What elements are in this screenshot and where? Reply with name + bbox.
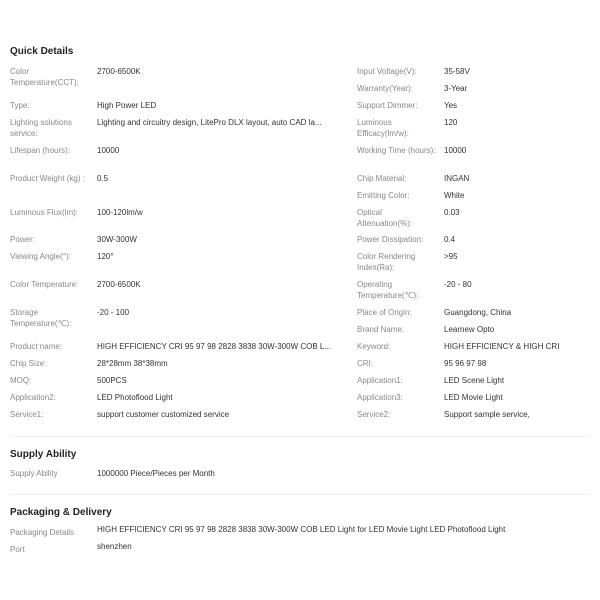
spec-value: 10000	[444, 146, 467, 155]
quick-details-title: Quick Details	[10, 46, 74, 57]
spec-value: 2700-6500K	[97, 280, 141, 289]
spec-label: Keyword:	[357, 342, 391, 351]
spec-value: -20 - 100	[97, 308, 130, 317]
spec-label: CRI:	[357, 359, 373, 368]
spec-value: 0.03	[444, 208, 460, 217]
spec-label: Support Dimmer:	[357, 101, 418, 110]
spec-value: >95	[444, 252, 458, 261]
spec-value: Learnew Opto	[444, 325, 495, 334]
spec-label: Viewing Angle(°):	[10, 252, 71, 261]
spec-label: Application1:	[357, 376, 403, 385]
spec-label: Type:	[10, 101, 30, 110]
spec-label: Chip Size:	[10, 359, 47, 368]
spec-value: White	[444, 191, 465, 200]
spec-label: Power:	[10, 235, 35, 244]
spec-value: 100-120lm/w	[97, 208, 143, 217]
spec-value: Lighting and circuitry design, LitePro DLX layout, auto CAD la...	[97, 118, 322, 127]
spec-value: Guangdong, China	[444, 308, 512, 317]
spec-value: HIGH EFFICIENCY & HIGH CRI	[444, 342, 560, 351]
spec-label: Warranty(Year):	[357, 84, 413, 93]
spec-value: 35-58V	[444, 67, 470, 76]
spec-label: Application2:	[10, 393, 56, 402]
spec-value: LED Scene Light	[444, 376, 505, 385]
spec-label: Chip Material:	[357, 174, 407, 183]
spec-value: LED Photoflood Light	[97, 393, 173, 402]
spec-value: 30W-300W	[97, 235, 137, 244]
spec-label: Working Time (hours):	[357, 146, 436, 155]
spec-label: Optical Attenuation(%):	[357, 208, 413, 228]
spec-value: 95 96 97 98	[444, 359, 487, 368]
spec-label: Operating Temperature(℃):	[357, 280, 419, 300]
spec-value: 120	[444, 118, 458, 127]
spec-label: Application3:	[357, 393, 403, 402]
spec-value: HIGH EFFICIENCY CRI 95 97 98 2828 3838 30W-300W COB L...	[97, 342, 332, 351]
spec-value: LED Movie Light	[444, 393, 503, 402]
spec-label: Emitting Color:	[357, 191, 410, 200]
spec-label: Color Temperature:	[10, 280, 79, 289]
port-value: shenzhen	[97, 542, 132, 551]
packaging-details-value: HIGH EFFICIENCY CRI 95 97 98 2828 3838 30W-300W COB LED Light for LED Movie Light LED Photoflood Light	[97, 525, 506, 534]
spec-label: Product name:	[10, 342, 63, 351]
spec-value: support customer customized service	[97, 410, 230, 419]
spec-label: Place of Origin:	[357, 308, 412, 317]
spec-label: Lighting solutions service:	[10, 118, 72, 138]
spec-label: Input Voltage(V):	[357, 67, 417, 76]
spec-value: Support sample service,	[444, 410, 530, 419]
spec-label: Color Temperature(CCT):	[10, 67, 79, 87]
spec-label: MOQ:	[10, 376, 32, 385]
port-label: Port	[10, 545, 25, 554]
spec-value: Yes	[444, 101, 458, 110]
spec-label: Storage Temperature(℃):	[10, 308, 72, 328]
supply-ability-value: 1000000 Piece/Pieces per Month	[97, 469, 215, 478]
spec-value: 10000	[97, 146, 120, 155]
spec-label: Power Dissipation:	[357, 235, 424, 244]
spec-label: Product Weight (kg) :	[10, 174, 85, 183]
supply-ability-label: Supply Ability	[10, 469, 58, 478]
spec-label: Brand Name:	[357, 325, 405, 334]
spec-label: Luminous Flux(lm):	[10, 208, 79, 217]
supply-ability-title: Supply Ability	[10, 449, 77, 460]
spec-label: Service1:	[10, 410, 44, 419]
spec-value: 3-Year	[444, 84, 468, 93]
spec-value: INGAN	[444, 174, 470, 183]
spec-label: Luminous Efficacy(lm/w):	[357, 118, 409, 138]
spec-value: 28*28mm 38*38mm	[97, 359, 168, 368]
spec-value: 2700-6500K	[97, 67, 141, 76]
spec-label: Lifespan (hours):	[10, 146, 71, 155]
spec-value: 120°	[97, 252, 114, 261]
packaging-details-label: Packaging Details	[10, 528, 75, 537]
divider	[10, 494, 590, 495]
packaging-title: Packaging & Delivery	[10, 507, 112, 518]
spec-value: 0.4	[444, 235, 456, 244]
spec-value: High Power LED	[97, 101, 157, 110]
spec-value: 0.5	[97, 174, 109, 183]
spec-value: -20 - 80	[444, 280, 472, 289]
spec-label: Service2:	[357, 410, 391, 419]
spec-value: 500PCS	[97, 376, 127, 385]
spec-label: Color Rendering Index(Ra):	[357, 252, 416, 272]
divider	[10, 436, 590, 437]
